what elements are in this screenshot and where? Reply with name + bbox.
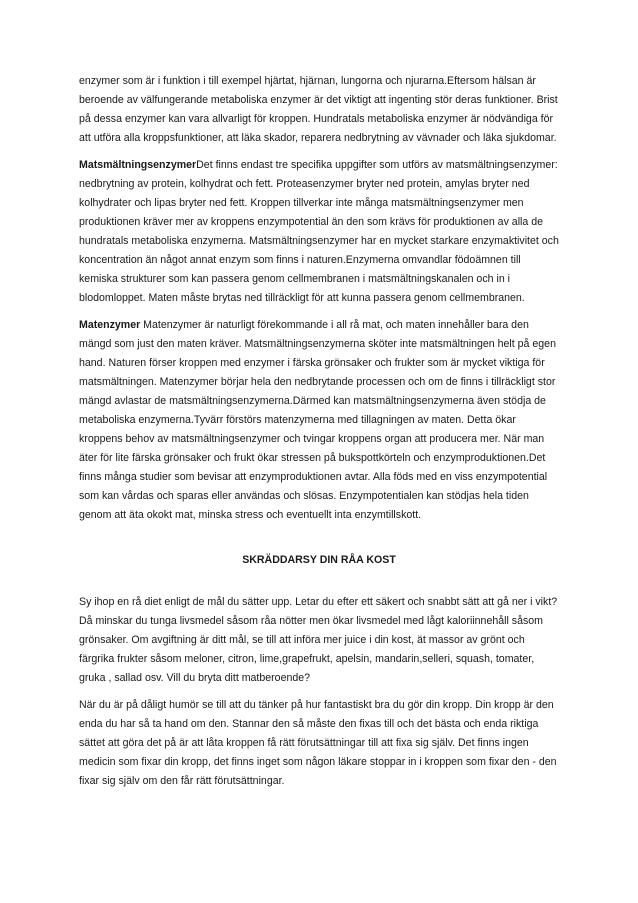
document-page — [79, 72, 559, 799]
paragraph-lead-digestive-enzymes: Matsmältningsenzymer — [79, 159, 197, 171]
paragraph-body-food-enzymes: Matenzymer är naturligt förekommande i all rå mat, och maten innehåller bara den mängd som just den maten kräver. Matsmältningsenzymerna sköter inte matsmältningen helt på egen hand. Naturen förser kroppen med enzymer i färska grönsaker och frukter som är mycket viktiga för matsmältningen. Matenzymer börjar hela den nedbrytande processen och om de finns i tillräckligt stor mängd avlastar de matsmältningsenzymerna.Därmed kan matsmältningsenzymerna även stödja de metaboliska enzymerna.Tyvärr förstörs matenzymerna med tillagningen av maten. Detta ökar kroppens behov av matsmältningsenzymer och tvingar kroppens organ att producera mer. När man äter för lite färska grönsaker och frukt ökar stressen på bukspottkörteln och enzymproduktionen.Det finns många studier som bevisar att enzymproduktionen avtar. Alla föds med en viss enzympotential som kan vårdas och sparas eller användas och slösas. Enzympotentialen kan stödjas hela tiden genom att äta okokt mat, minska stress och eventuellt inta enzymtillskott. — [79, 319, 556, 521]
section-spacer — [79, 570, 559, 593]
paragraph-tailor-diet: Sy ihop en rå diet enligt de mål du sätter upp. Letar du efter ett säkert och snabbt sätt att gå ner i vikt? Då minskar du tunga livsmedel såsom råa nötter men ökar livsmedel med lågt kaloriinnehåll såsom grönsaker. Om avgiftning är ditt mål, se till att införa mer juice i din kost, ät massor av grönt och färgrika frukter såsom meloner, citron, lime,grapefrukt, apelsin, mandarin,selleri, squash, tomater, gruka , sallad osv. Vill du bryta ditt matberoende? — [79, 596, 558, 684]
paragraph-food-enzymes — [79, 316, 559, 525]
paragraph-digestive-enzymes — [79, 156, 559, 308]
paragraph-lead-food-enzymes: Matenzymer — [79, 319, 141, 331]
paragraph-mood: När du är på dåligt humör se till att du tänker på hur fantastiskt bra du gör din kropp. Din kropp är den enda du har så ta hand om den. Stannar den så måste den fixas till och det bästa och enda riktiga sättet att göra det på är att låta kroppen få rätt förutsättningar till att fixa sig själv. Det finns ingen medicin som fixar din kropp, det finns inget som någon läkare stoppar in i kroppen som fixar den - den fixar sig själv om den får rätt förutsättningar. — [79, 699, 557, 787]
paragraph-body-digestive-enzymes: Det finns endast tre specifika uppgifter som utförs av matsmältningsenzymer: nedbrytning av protein, kolhydrat och fett. Proteasenzymer bryter ned protein, amylas bryter ned kolhydrater och lipas bryter ned fett. Kroppen tillverkar inte många matsmältningsenzymer men produktionen kräver mer av kroppens enzympotential än den som krävs för produktionen av alla de hundratals metaboliska enzymerna. Matsmältningsenzymer har en mycket starkare enzymaktivitet och koncentration än något annat enzym som finns i naturen.Enzymerna omvandlar födoämnen till kemiska strukturer som kan passera genom cellmembranen i matsmältningskanalen och in i blodomloppet. Maten måste brytas ned tillräckligt för att kunna passera genom cellmembranen. — [79, 159, 559, 304]
paragraph-metabolic-enzymes: enzymer som är i funktion i till exempel hjärtat, hjärnan, lungorna och njurarna.Eftersom hälsan är beroende av välfungerande metaboliska enzymer är det viktigt att ingenting stör deras funktioner. Brist på dessa enzymer kan vara allvarligt för kroppen. Hundratals metaboliska enzymer är nödvändiga för att utföra alla kroppsfunktioner, att läka skador, reparera nedbrytning av vävnader och läka sjukdomar. — [79, 75, 558, 144]
section-heading: SKRÄDDARSY DIN RÅA KOST — [242, 554, 396, 566]
